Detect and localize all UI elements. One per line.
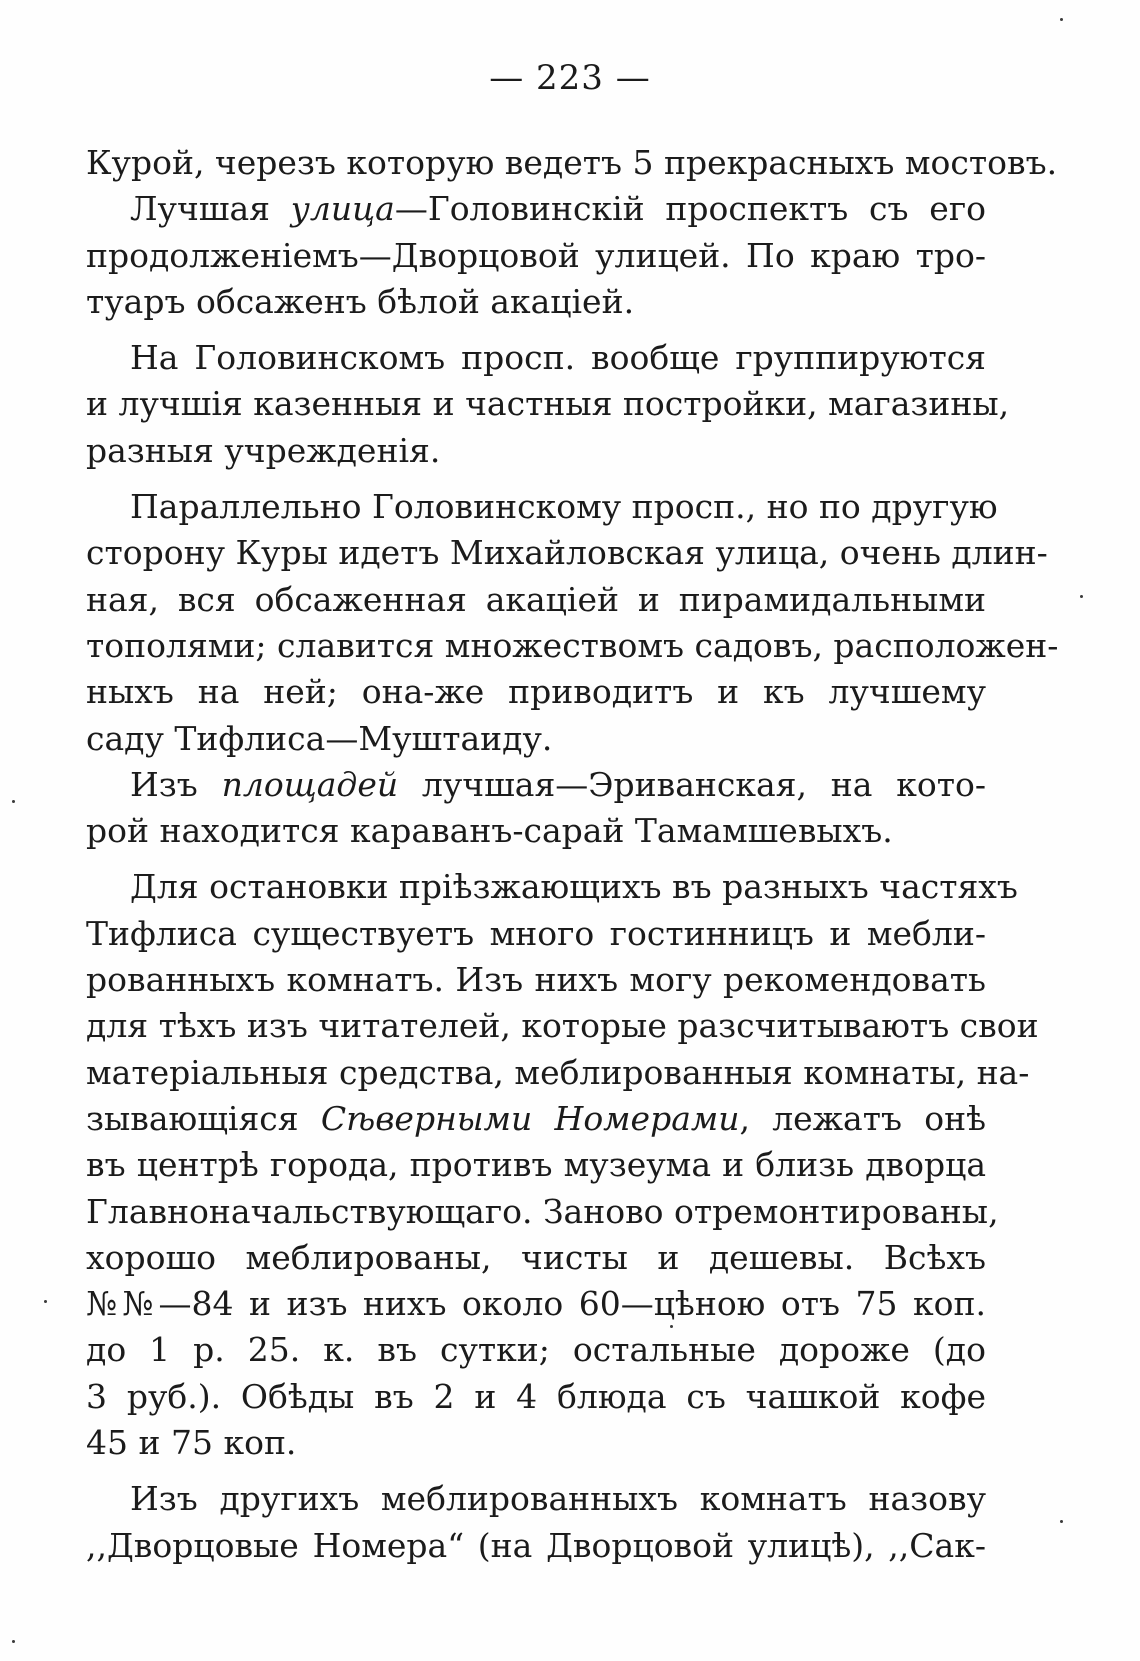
italic-phrase: улица: [290, 189, 395, 229]
text-run: Изъ другихъ меблированныхъ комнатъ назову: [130, 1479, 986, 1519]
text-run: лучшая—Эриванская, на кото-: [398, 764, 987, 804]
text-run: матеріальныя средства, меблированныя комнаты, на-: [86, 1052, 1030, 1092]
italic-phrase: площадей: [221, 764, 399, 804]
text-line: [86, 1142, 986, 1188]
text-run: 3 руб.). Обѣды въ 2 и 4 блюда съ чашкой кофе: [86, 1376, 986, 1416]
text-run: разныя учрежденія.: [86, 430, 441, 470]
scan-speck: [44, 1300, 47, 1303]
text-run: продолженіемъ—Дворцовой улицей. По краю тро-: [86, 235, 986, 275]
text-line: [86, 623, 1059, 669]
text-line: [86, 669, 986, 715]
text-run: саду Тифлиса—Муштаиду.: [86, 718, 553, 758]
text-line: [86, 1096, 986, 1142]
text-line: [86, 1235, 986, 1281]
text-run: рованныхъ комнатъ. Изъ нихъ могу рекомендовать: [86, 960, 986, 1000]
text-line: [86, 186, 986, 232]
text-line: [86, 911, 986, 957]
text-line: [86, 279, 986, 325]
text-line: [86, 957, 986, 1003]
text-line: [86, 1523, 986, 1569]
text-line: [86, 1050, 1030, 1096]
text-run: рой находится караванъ-сарай Тамамшевыхъ.: [86, 811, 893, 851]
scan-speck: [1060, 18, 1063, 21]
text-run: Главноначальствующаго. Заново отремонтированы,: [86, 1191, 999, 1231]
text-run: Изъ: [130, 764, 222, 804]
text-line: [86, 1476, 986, 1522]
text-line: [86, 864, 1018, 910]
scan-speck: [1060, 1520, 1063, 1523]
text-line: [86, 1281, 986, 1327]
text-line: [86, 1420, 986, 1466]
text-run: Тифлиса существуетъ много гостинницъ и мебли-: [86, 913, 986, 953]
text-run: сторону Куры идетъ Михайловская улица, очень длин-: [86, 533, 1048, 573]
text-line: [86, 762, 986, 808]
text-line: [86, 484, 998, 530]
text-run: 45 и 75 коп.: [86, 1423, 297, 1463]
text-run: ная, вся обсаженная акаціей и пирамидальными: [86, 579, 986, 619]
text-run: ,,Дворцовые Номера“ (на Дворцовой улицѣ), ,,Сак-: [86, 1525, 986, 1565]
text-line: [86, 140, 1058, 186]
scan-speck: [12, 800, 15, 803]
scan-speck: [670, 1325, 673, 1328]
text-run: туаръ обсаженъ бѣлой акаціей.: [86, 281, 635, 321]
text-run: №№—84 и изъ нихъ около 60—цѣною отъ 75 коп.: [86, 1284, 986, 1324]
text-run: Курой, черезъ которую ведетъ 5 прекрасныхъ мостовъ.: [86, 143, 1058, 182]
text-run: хорошо меблированы, чисты и дешевы. Всѣхъ: [86, 1237, 986, 1277]
italic-phrase: Сѣверными Номерами: [320, 1098, 740, 1138]
text-line: [86, 716, 986, 762]
text-line: [86, 233, 986, 279]
text-run: Для остановки пріѣзжающихъ въ разныхъ частяхъ: [130, 867, 1018, 907]
text-line: [86, 1374, 986, 1420]
text-run: Параллельно Головинскому просп., но по другую: [130, 487, 998, 527]
text-run: —Головинскій проспектъ съ его: [394, 189, 986, 229]
scan-speck: [1080, 595, 1083, 598]
text-run: въ центрѣ города, противъ музеума и близь дворца: [86, 1145, 986, 1185]
text-run: и лучшія казенныя и частныя постройки, магазины,: [86, 384, 1010, 424]
text-run: , лежатъ онѣ: [739, 1098, 986, 1138]
text-line: [86, 1003, 1039, 1049]
text-run: На Головинскомъ просп. вообще группируются: [130, 338, 986, 378]
text-run: ныхъ на ней; она-же приводитъ и къ лучшему: [86, 672, 986, 712]
text-run: Лучшая: [130, 189, 291, 229]
text-line: [86, 530, 1048, 576]
text-line: [86, 808, 986, 854]
page-number: — 223 —: [489, 58, 651, 98]
text-run: тополями; славится множествомъ садовъ, расположен-: [86, 625, 1059, 665]
text-line: [86, 1327, 986, 1373]
text-line: [86, 335, 986, 381]
text-line: [86, 577, 986, 623]
text-line: [86, 428, 986, 474]
text-run: зывающіяся: [86, 1098, 321, 1138]
scan-speck: [12, 1640, 15, 1643]
body-text: [86, 140, 1059, 1569]
text-line: [86, 1189, 999, 1235]
text-run: до 1 р. 25. к. въ сутки; остальные дороже (до: [86, 1330, 986, 1370]
text-line: [86, 381, 1010, 427]
text-run: для тѣхъ изъ читателей, которые разсчитываютъ свои: [86, 1006, 1039, 1046]
